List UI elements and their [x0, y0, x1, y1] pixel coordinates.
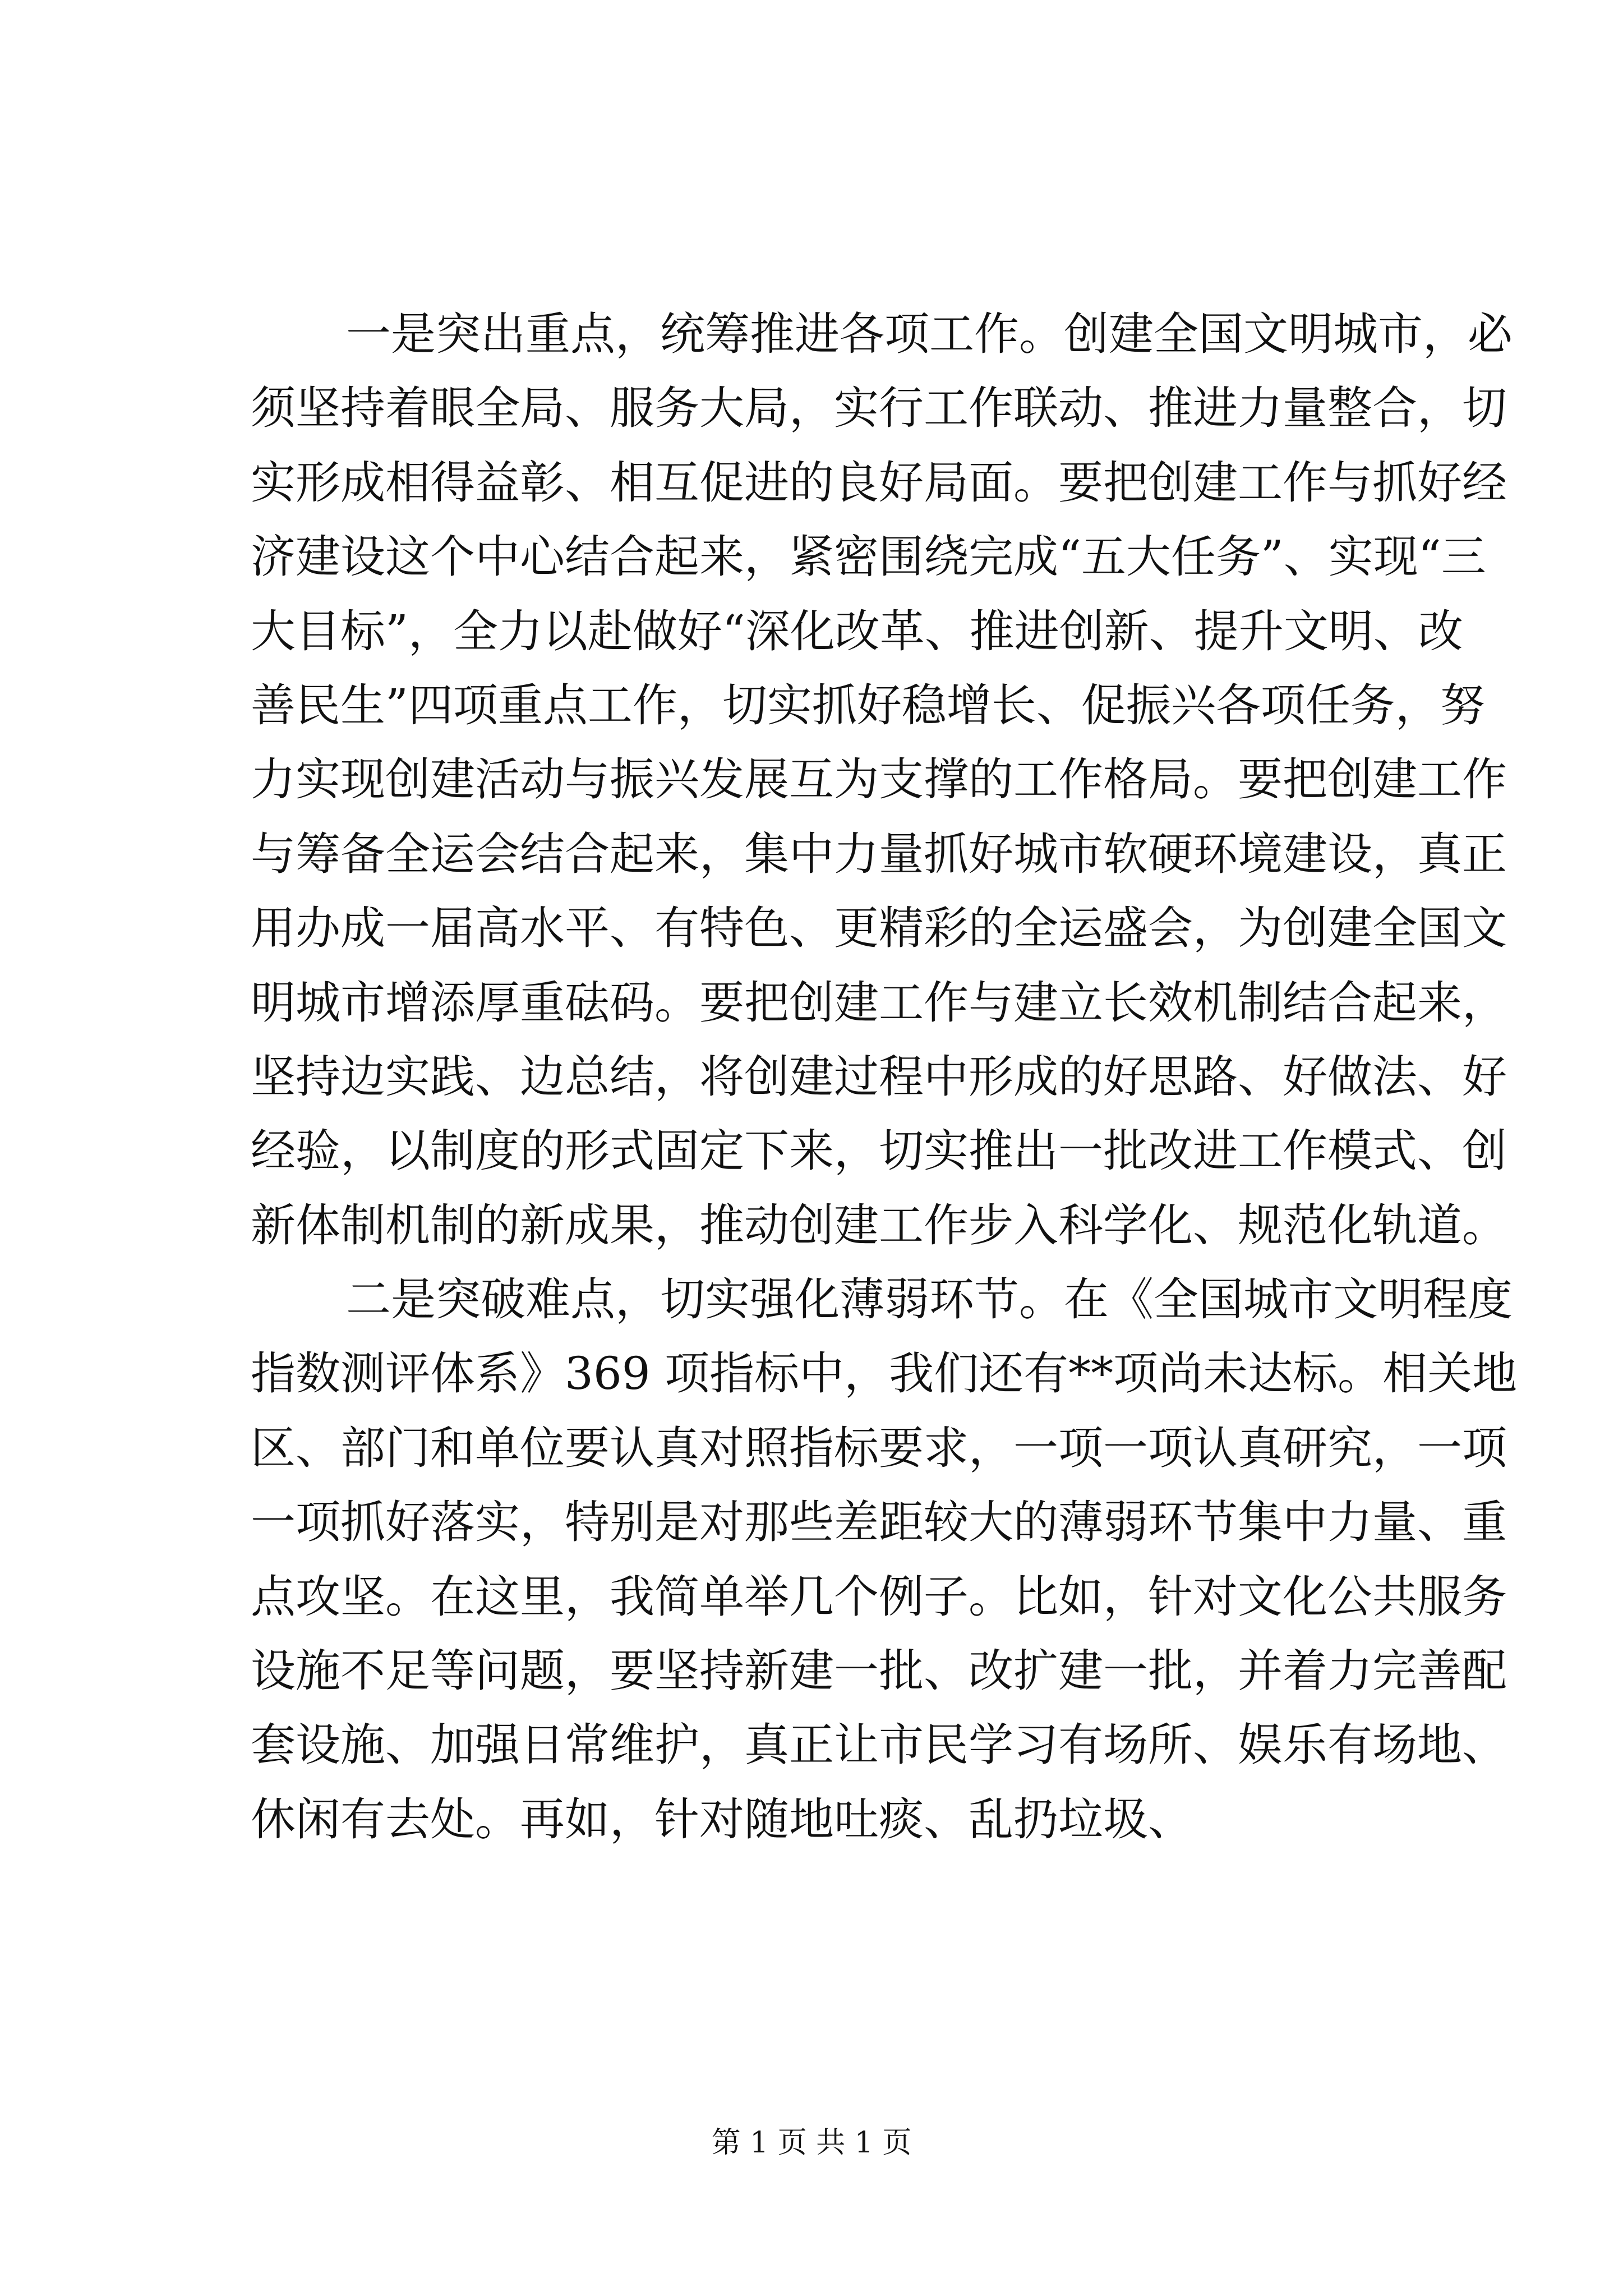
paragraph-1-line-10: 明城市增添厚重砝码。要把创建工作与建立长效机制结合起来，: [251, 976, 1507, 1029]
paragraph-2-line-2: 指数测评体系》369 项指标中，我们还有**项尚未达标。相关地: [251, 1347, 1518, 1400]
paragraph-1-line-3: 实形成相得益彰、相互促进的良好局面。要把创建工作与抓好经: [251, 456, 1507, 509]
page-footer: 第 1 页 共 1 页: [711, 2126, 912, 2160]
paragraph-1-line-7: 力实现创建活动与振兴发展互为支撑的工作格局。要把创建工作: [251, 753, 1507, 806]
paragraph-2-line-4: 一项抓好落实，特别是对那些差距较大的薄弱环节集中力量、重: [251, 1496, 1507, 1549]
paragraph-1-line-8: 与筹备全运会结合起来，集中力量抓好城市软硬环境建设，真正: [251, 827, 1507, 880]
paragraph-2-line-5: 点攻坚。在这里，我简单举几个例子。比如，针对文化公共服务: [251, 1570, 1507, 1623]
paragraph-1-line-1: 一是突出重点，统筹推进各项工作。创建全国文明城市，必: [346, 308, 1513, 360]
paragraph-1-line-12: 经验，以制度的形式固定下来，切实推出一批改进工作模式、创: [251, 1125, 1507, 1177]
paragraph-2-line-3: 区、部门和单位要认真对照指标要求，一项一项认真研究，一项: [251, 1421, 1507, 1474]
paragraph-1-line-6: 善民生”四项重点工作，切实抓好稳增长、促振兴各项任务，努: [251, 679, 1485, 731]
body-text: [251, 297, 1518, 1857]
paragraph-1-line-5: 大目标”，全力以赴做好“深化改革、推进创新、提升文明、改: [251, 605, 1463, 657]
paragraph-2-line-6: 设施不足等问题，要坚持新建一批、改扩建一批，并着力完善配: [251, 1645, 1507, 1697]
paragraph-1-line-9: 用办成一届高水平、有特色、更精彩的全运盛会，为创建全国文: [251, 902, 1507, 955]
paragraph-1-line-4: 济建设这个中心结合起来，紧密围绕完成“五大任务”、实现“三: [251, 531, 1486, 583]
paragraph-2-line-1: 二是突破难点，切实强化薄弱环节。在《全国城市文明程度: [346, 1273, 1513, 1326]
paragraph-2-line-7: 套设施、加强日常维护，真正让市民学习有场所、娱乐有场地、: [251, 1719, 1507, 1772]
paragraph-1-line-2: 须坚持着眼全局、服务大局，实行工作联动、推进力量整合，切: [251, 382, 1507, 435]
paragraph-2-line-8: 休闲有去处。再如，针对随地吐痰、乱扔垃圾、: [251, 1793, 1193, 1846]
paragraph-1-line-11: 坚持边实践、边总结，将创建过程中形成的好思路、好做法、好: [251, 1050, 1507, 1103]
paragraph-1-line-13: 新体制机制的新成果，推动创建工作步入科学化、规范化轨道。: [251, 1199, 1507, 1251]
